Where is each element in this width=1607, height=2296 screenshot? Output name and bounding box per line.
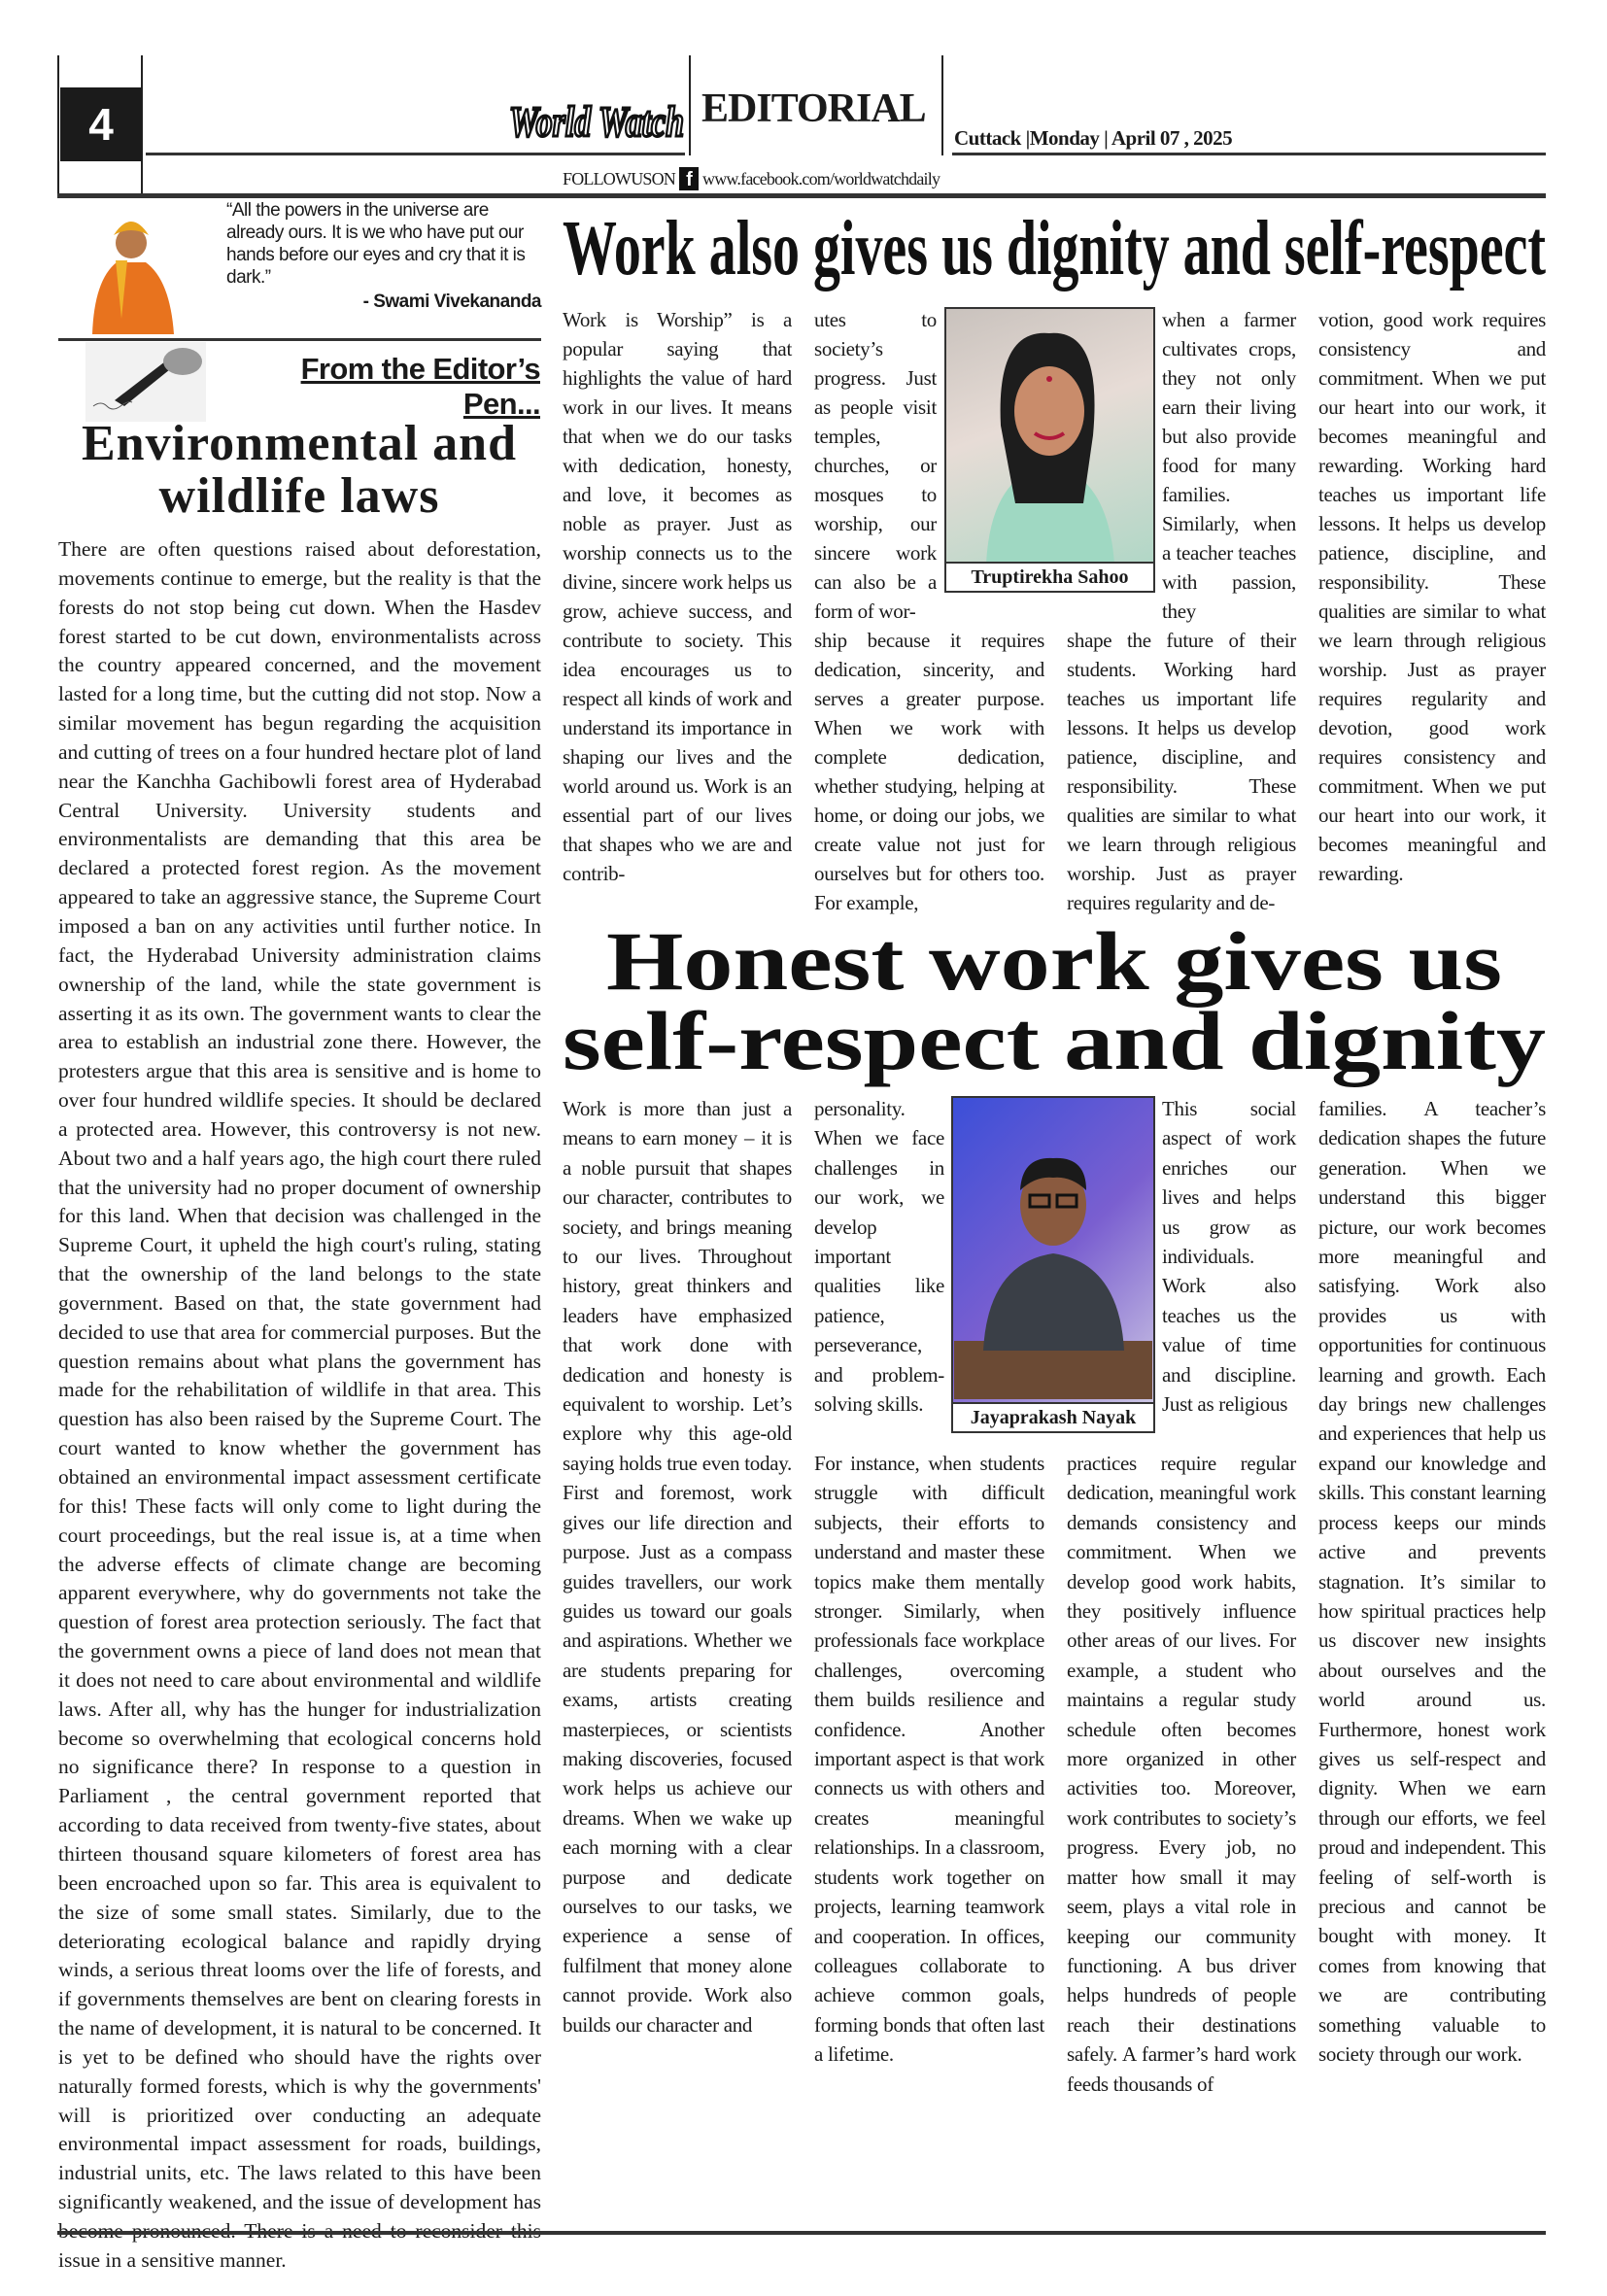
svg-text:self-respect and dignity: self-respect and dignity: [563, 994, 1546, 1087]
editorial-headline: [58, 418, 540, 523]
article2-col2b: For instance, when students struggle with difficult subjects, their efforts to understand and master these topics make them mentally stronger. Similarly, when professionals face workplace challenges, overcoming them builds resilience and confidence. Another important aspect is that work connects us with others and creates meaningful relationships. In a classroom, students work together on projects, learning teamwork and cooperation. In offices, colleagues collaborate to achieve common goals, forming bonds that often last a lifetime.: [814, 1452, 1044, 2067]
photo-caption: Truptirekha Sahoo: [946, 562, 1153, 591]
article2-col3b: practices require regular dedication, meaningful work demands consistency and commitment. When we develop good work habits, they positively influence other areas of our lives. For example, a student who maintains a regular study schedule often becomes more organized in other activities too. Moreover, work contributes to society’s progress. Every job, no matter how small it may seem, plays a vital role in keeping our community functioning. A bus driver helps hundreds of people reach their destinations safely. A farmer’s hard work feeds thousands of: [1067, 1452, 1296, 2096]
fountain-pen-image: [85, 342, 206, 422]
article2-headline: [563, 913, 1546, 1087]
frame-left-line: [57, 55, 59, 196]
article1-col4: votion, good work requires consistency and commitment. When we put our heart into our work, it becomes meaningful and rewarding. Working hard teaches us important life lessons. It helps us develop patience, discipline, and responsibility. These qualities are similar to what we learn through religious worship. Just as prayer requires regularity and devotion, good work requires consistency and commitment. When we put our heart into our work, it becomes meaningful and rewarding.: [1318, 308, 1546, 885]
headline-line: Environmental and: [81, 416, 518, 471]
editorial-body: There are often questions raised about deforestation, movements continue to emerge, but the reality is that the forests do not stop being cut down. When the Hasdev forest started to be cut down, environmentalists across the country appeared concerned, and the movement lasted for a long time, but the cutting did not stop. Now a similar movement has begun regarding the acquisition and cutting of trees on a four hundred hectare plot of land near the Kanchha Gachibowli forest area of Hyderabad Central University. University students and environmentalists are demanding that this area be declared a protected forest region. As the movement appeared to take an aggressive stance, the Supreme Court imposed a ban on any activities until further notice. In fact, the Hyderabad University administration claims ownership of the land, while the state government is asserting it as its own. The government wants to clear the area to establish an industrial zone there. However, the protesters argue that this area is sensitive and is home to over four hundred wildlife species. It should be declared a protected area. However, this controversy is not new. About two and a half years ago, the high court there ruled that the university had no proper document of ownership for this land. When that decision was challenged in the Supreme Court, it upheld the high court's ruling, stating that the ownership of the land belongs to the state government. Based on that, the state government had decided to use that area for commercial purposes. But the question remains about what plans the government has made for the rehabilitation of wildlife in that area. This question has also been raised by the Supreme Court. The court wanted to know whether the government has obtained an environmental impact assessment certificate for this! These facts will only come to light during the court proceedings, but the real issue is, at a time when the adverse effects of climate change are becoming apparent everywhere, why do governments not take the question of forest area protection seriously. The fact that the government owns a piece of land does not mean that it does not need to care about environmental and wildlife laws. After all, why has the hunger for industrialization become so overwhelming that ecological concerns hold no significance there? In response to a question in Parliament , the central government reported that according to data received from twenty-five states, about thirteen thousand square kilometers of forest area has been encroached upon so far. This area is equivalent to the size of some small states. Similarly, due to the deteriorating ecological balance and rapidly drying winds, a serious threat looms over the life of forests, and if governments themselves are bent on clearing forests in the name of development, it is natural to be concerned. It is yet to be defined who should have the rights over naturally formed forests, which is why the governments' will is prioritized over conducting an adequate environmental impact assessment for roads, buildings, industrial units, etc. The laws related to this have been significantly weakened, and the issue of development has issue in a sensitive manner.: [58, 537, 541, 2272]
quote-rule: [58, 338, 541, 341]
footer-rule: [57, 2231, 1546, 2235]
headline-line: wildlife laws: [158, 468, 440, 524]
svg-text:World Watch: World Watch: [509, 98, 684, 146]
header-divider: [689, 55, 691, 155]
article2-col2a: personality. When we face challenges in our work, we develop important qualities like patience, perseverance, and problem-solving skills.: [814, 1097, 944, 1417]
article2-column-1: [563, 1094, 792, 2039]
article1-headline: [563, 206, 1547, 291]
photo-caption: Jayaprakash Nayak: [953, 1402, 1153, 1431]
svg-text:Work also gives us dignity and: Work also gives us dignity and self-respect: [563, 206, 1547, 291]
article2-col1: Work is more than just a means to earn money – it is a noble pursuit that shapes our character, contributes to society, and brings meaning to our lives. Throughout history, great thinkers and leaders have emphasized that work done with dedication and honesty is equivalent to worship. Let’s explore why this age-old saying holds true even today. First and foremost, work gives our life direction and purpose. Just as a compass guides travellers, our work guides us toward our goals and aspirations. Whether we are students preparing for exams, artists creating masterpieces, or scientists making discoveries, focused work helps us achieve our dreams. When we wake up each morning with a clear purpose and dedicate ourselves to our tasks, we experience a sense of fulfilment that money alone cannot provide. Work also builds our character and: [563, 1097, 792, 2037]
article1-col2a: utes to society’s progress. Just as people visit temples, churches, or mosques to worship, our sincere work can also be a form of wor-: [814, 308, 937, 623]
page-number: 4: [60, 87, 142, 161]
editor-pen-kicker: From the Editor’s Pen...: [300, 352, 540, 421]
portrait-icon: [946, 309, 1153, 564]
world-watch-logo: [507, 82, 688, 155]
article2-col3a: This social aspect of work enriches our lives and helps us grow as individuals. Work also teaches us the value of time and discipline. Just as religious: [1162, 1097, 1296, 1417]
article1-col3b: shape the future of their students. Working hard teaches us important life lessons. It helps us develop patience, discipline, and responsibility. These qualities are similar to what we learn through religious worship. Just as prayer requires regularity and de-: [1067, 629, 1296, 914]
article2-col4: families. A teacher’s dedication shapes the future generation. When we understand this bigger picture, our work becomes more meaningful and satisfying. Work also provides us with opportunities for continuous learning and growth. Each day brings new challenges and experiences that help us expand our knowledge and skills. This constant learning process keeps our minds active and prevents stagnation. It’s similar to how spiritual practices help us discover new insights about ourselves and the world around us. Furthermore, honest work gives us self-respect and dignity. When we earn through our efforts, we feel proud and independent. This feeling of self-worth is precious and cannot be bought with money. It comes from knowing that we are contributing something valuable to society through our work.: [1318, 1097, 1546, 2066]
header-rule: [952, 153, 1546, 155]
dateline: Cuttack |Monday | April 07 , 2025: [954, 126, 1233, 150]
header-divider: [941, 55, 943, 155]
article1-col3a: when a farmer cultivates crops, they not only earn their living but also provide food for many families. Similarly, when a teacher teaches with passion, they: [1162, 308, 1296, 623]
portrait-icon: [953, 1098, 1153, 1399]
article2-column-4: [1318, 1094, 1546, 2069]
article1-col2b: ship because it requires dedication, sincerity, and serves a greater purpose. When we work with complete dedication, whether studying, helping at home, or doing our jobs, we create value not just for ourselves but for others too. For example,: [814, 629, 1044, 914]
facebook-link[interactable]: www.facebook.com/worldwatchdaily: [702, 168, 940, 188]
quote-author: - Swami Vivekananda: [362, 291, 541, 312]
follow-us: [563, 167, 940, 190]
quote-text: “All the powers in the universe are already ours. It is we who have put our hands before our eyes and cry that it is dark.”: [226, 200, 526, 288]
facebook-icon[interactable]: f: [679, 167, 699, 190]
section-title: EDITORIAL: [701, 86, 926, 131]
vivekananda-portrait: [73, 202, 188, 334]
follow-label: FOLLOWUSON: [563, 168, 675, 188]
author-photo-jayaprakash: [951, 1096, 1155, 1433]
article1-col1: Work is Worship” is a popular saying that highlights the value of hard work in our lives. It means that when we do our tasks with dedication, honesty, and love, it becomes as noble as prayer. Just as worship connects us to the divine, sincere work helps us grow, achieve success, and contribute to society. This idea encourages us to respect all kinds of work and understand its importance in shaping our lives and the world around us. Work is an essential part of our lives that shapes who we are and contrib-: [563, 308, 792, 885]
article1-column-1: [563, 305, 792, 888]
author-photo-truptirekha: [944, 307, 1155, 593]
quote-block: [226, 199, 541, 313]
masthead-rule: [57, 193, 1546, 198]
article1-column-4: [1318, 305, 1546, 888]
svg-text:Honest work gives us: Honest work gives us: [606, 914, 1502, 1008]
